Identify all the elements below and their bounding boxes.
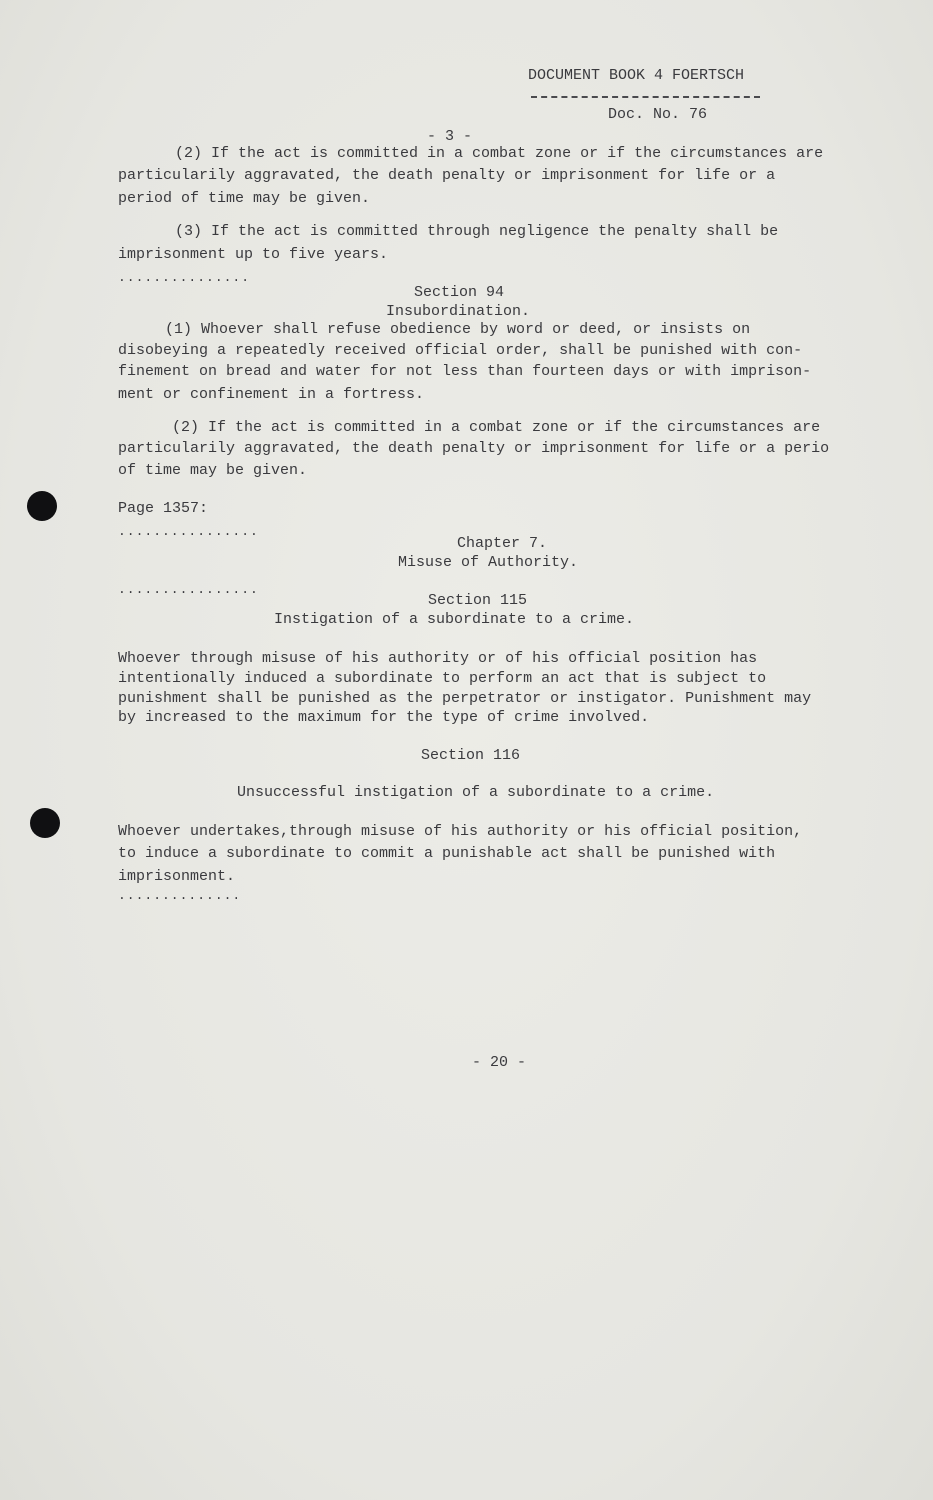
- page-number: - 20 -: [472, 1054, 527, 1071]
- s94-title: Insubordination.: [386, 303, 531, 320]
- s93-ellipsis: ...............: [118, 270, 251, 285]
- s116-body-line1: Whoever undertakes,through misuse of his authority or his official position,: [118, 823, 803, 840]
- s116-body-line3: imprisonment.: [118, 868, 236, 885]
- doc-number: Doc. No. 76: [608, 106, 708, 123]
- s94-para2-line2: particularily aggravated, the death penalty or imprisonment for life or a perio: [118, 440, 830, 457]
- s115-body-line2: intentionally induced a subordinate to perform an act that is subject to: [118, 670, 767, 687]
- s94-para1-line1: (1) Whoever shall refuse obedience by word or deed, or insists on: [165, 321, 751, 338]
- s116-ellipsis: ..............: [118, 888, 242, 903]
- s94-para2-line3: of time may be given.: [118, 462, 308, 479]
- s94-para1-line3: finement on bread and water for not less than fourteen days or with imprison-: [118, 363, 812, 380]
- s116-body-line2: to induce a subordinate to commit a punishable act shall be punished with: [118, 845, 776, 862]
- original-page-number: - 3 -: [427, 128, 473, 145]
- punch-hole-bottom: [30, 808, 60, 838]
- s93-para2-line3: period of time may be given.: [118, 190, 371, 207]
- s116-heading: Section 116: [421, 747, 521, 764]
- document-book-title: DOCUMENT BOOK 4 FOERTSCH: [528, 67, 745, 84]
- chapter-ellipsis: ................: [118, 582, 259, 597]
- punch-hole-top: [27, 491, 57, 521]
- s93-para2-line2: particularily aggravated, the death penalty or imprisonment for life or a: [118, 167, 776, 184]
- s93-para3-line2: imprisonment up to five years.: [118, 246, 389, 263]
- s93-para3-line1: (3) If the act is committed through negligence the penalty shall be: [175, 223, 779, 240]
- s115-title: Instigation of a subordinate to a crime.: [274, 611, 635, 628]
- s115-body-line3: punishment shall be punished as the perpetrator or instigator. Punishment may: [118, 690, 812, 707]
- s116-title: Unsuccessful instigation of a subordinate to a crime.: [237, 784, 715, 801]
- s94-para1-line2: disobeying a repeatedly received official order, shall be punished with con-: [118, 342, 803, 359]
- header-rule: [531, 96, 760, 98]
- s94-para2-line1: (2) If the act is committed in a combat zone or if the circumstances are: [172, 419, 821, 436]
- s115-body-line4: by increased to the maximum for the type of crime involved.: [118, 709, 650, 726]
- s115-body-line1: Whoever through misuse of his authority or of his official position has: [118, 650, 758, 667]
- s115-heading: Section 115: [428, 592, 528, 609]
- page-reference: Page 1357:: [118, 500, 209, 517]
- s93-para2-line1: (2) If the act is committed in a combat zone or if the circumstances are: [175, 145, 824, 162]
- chapter-title: Misuse of Authority.: [398, 554, 579, 571]
- page-ref-ellipsis: ................: [118, 524, 259, 539]
- s94-heading: Section 94: [414, 284, 505, 301]
- chapter-heading: Chapter 7.: [457, 535, 548, 552]
- s94-para1-line4: ment or confinement in a fortress.: [118, 386, 425, 403]
